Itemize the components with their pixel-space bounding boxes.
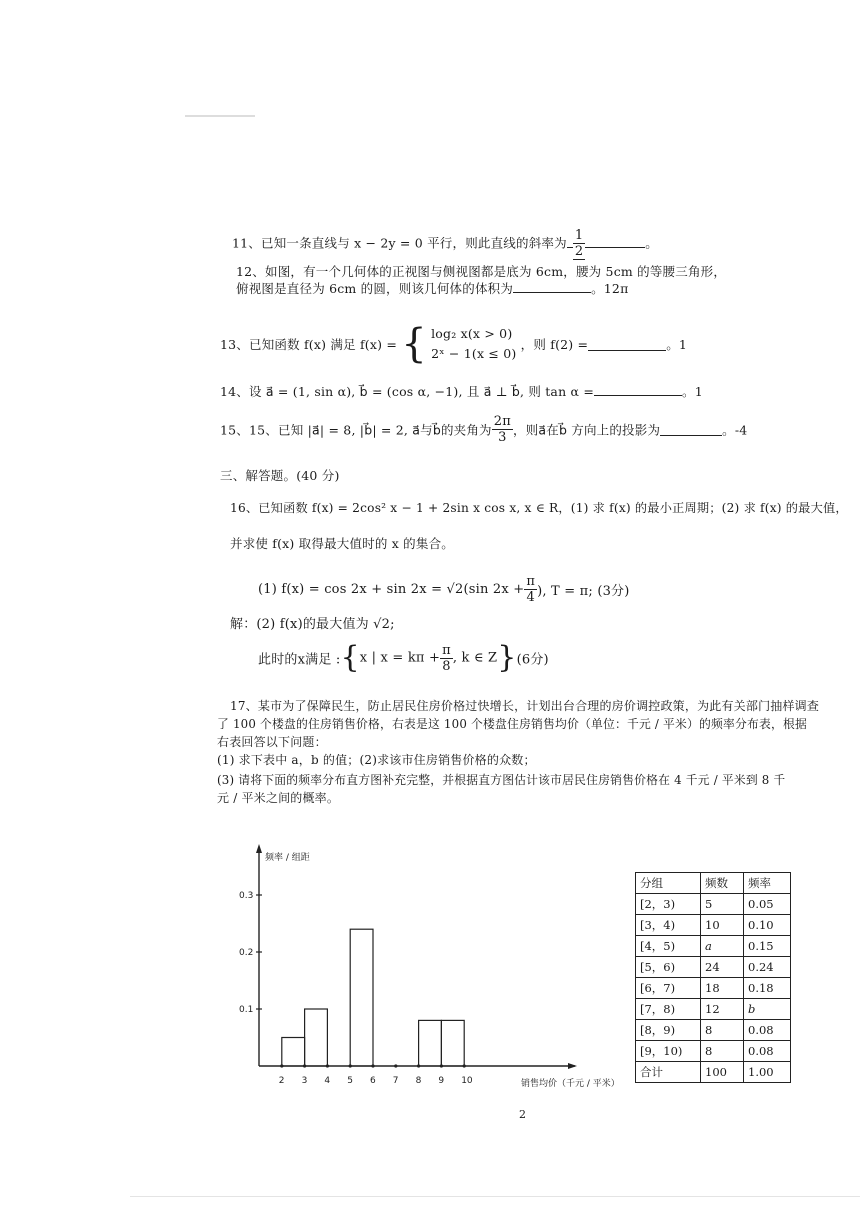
table-cell: [5，6)	[636, 957, 701, 978]
x-tick-label: 6	[370, 1076, 376, 1086]
histogram-bar	[441, 1020, 464, 1066]
question-15: 15、15、已知 |a⃗| = 8, |b⃗| = 2, a⃗与b⃗的夹角为 $\frac{2\pi}{3}$ ，则a⃗在b⃗ 方向上的投影为 。-4	[220, 414, 748, 445]
table-cell: [4，5)	[636, 936, 701, 957]
table-row	[636, 1062, 791, 1083]
table-row	[636, 957, 791, 978]
x-tick-label: 8	[415, 1076, 422, 1086]
table-header-cell: 频数	[701, 873, 744, 894]
x-tick-label: 7	[392, 1076, 399, 1086]
table-cell: 0.24	[744, 957, 791, 978]
scan-mark	[185, 115, 255, 117]
x-tick-label: 5	[347, 1076, 353, 1086]
page-bottom-edge	[130, 1196, 860, 1197]
question-14: 14、设 a⃗ = (1, sin α), b⃗ = (cos α, −1), 且 a⃗ ⊥ b⃗, 则 tan α = 。1	[220, 384, 703, 399]
section-3-heading: 三、解答题。(40 分)	[220, 468, 340, 483]
question-12-line1: 12、如图，有一个几何体的正视图与侧视图都是底为 6cm，腰为 5cm 的等腰三角形，	[236, 264, 727, 279]
q13-cases: log₂ x(x > 0) 2ˣ − 1(x ≤ 0)	[431, 326, 517, 361]
y-tick-label: 0.3	[239, 891, 254, 901]
table-cell: 0.05	[744, 894, 791, 915]
x-axis-label: 销售均价（千元 / 平米）	[521, 1079, 620, 1089]
table-cell: 0.10	[744, 915, 791, 936]
x-tick	[394, 1064, 397, 1067]
q11-answer: $\frac{1}{2}$	[574, 228, 584, 259]
table-cell: 8	[701, 1041, 744, 1062]
table-cell: [7，8)	[636, 999, 701, 1020]
table-cell: [8，9)	[636, 1020, 701, 1041]
y-axis-label: 频率 / 组距	[265, 853, 310, 863]
table-cell: 18	[701, 978, 744, 999]
y-tick-label: 0.1	[239, 1005, 254, 1015]
table-cell: [9，10)	[636, 1041, 701, 1062]
table-cell: [6，7)	[636, 978, 701, 999]
table-cell: 5	[701, 894, 744, 915]
question-17-line6: 元 / 平米之间的概率。	[217, 791, 340, 805]
table-cell: 100	[701, 1062, 744, 1083]
question-17-line5: (3) 请将下面的频率分布直方图补充完整，并根据直方图估计该市居民住房销售价格在 4 千元 / 平米到 8 千	[217, 773, 786, 787]
table-row	[636, 1041, 791, 1062]
question-13: 13、已知函数 f(x) 满足 f(x) = { log₂ x(x > 0) 2ˣ − 1(x ≤ 0) ，则 f(2) = 。1	[220, 321, 688, 367]
q16-solution-2: 解：(2) f(x)的最大值为 √2;	[230, 617, 395, 632]
table-row	[636, 1020, 791, 1041]
table-header-cell: 分组	[636, 873, 701, 894]
histogram-bar	[419, 1020, 442, 1066]
table-cell: 0.15	[744, 936, 791, 957]
question-17-line1: 17、某市为了保障民生，防止居民住房价格过快增长，计划出台合理的房价调控政策，为此有关部门抽样调查	[230, 699, 820, 713]
table-cell: 8	[701, 1020, 744, 1041]
question-17-line3: 右表回答以下问题：	[217, 735, 327, 749]
x-tick-label: 4	[324, 1076, 331, 1086]
q16-solution-1: (1) f(x) = cos 2x + sin 2x = √2(sin 2x + $\frac{\pi}{4}$ ), T = π; (3分)	[258, 574, 630, 605]
x-tick-label: 2	[278, 1076, 285, 1086]
table-cell: [2，3)	[636, 894, 701, 915]
frequency-histogram	[225, 840, 625, 1100]
page-number: 2	[519, 1108, 527, 1121]
question-16-line2: 并求使 f(x) 取得最大值时的 x 的集合。	[230, 536, 454, 551]
question-17-line2: 了 100 个楼盘的住房销售价格，右表是这 100 个楼盘住房销售均价（单位：千元 / 平米）的频率分布表，根据	[217, 717, 807, 731]
table-row	[636, 894, 791, 915]
table-cell: b	[744, 999, 791, 1020]
frequency-table-wrap	[635, 872, 791, 1083]
table-cell: 24	[701, 957, 744, 978]
y-tick-label: 0.2	[239, 948, 254, 958]
table-cell: 0.08	[744, 1020, 791, 1041]
table-cell: a	[701, 936, 744, 957]
table-cell: 合计	[636, 1062, 701, 1083]
x-tick-label: 10	[461, 1076, 473, 1086]
q13-brace: {	[401, 321, 427, 367]
table-header-row	[636, 873, 791, 894]
table-row	[636, 999, 791, 1020]
x-axis-arrow	[568, 1063, 577, 1069]
histogram-bar	[350, 929, 373, 1066]
table-row	[636, 915, 791, 936]
histogram-bar	[282, 1038, 305, 1067]
table-cell: [3，4)	[636, 915, 701, 936]
question-12-line2: 俯视图是直径为 6cm 的圆，则该几何体的体积为 。12π	[236, 281, 629, 296]
y-axis-arrow	[256, 844, 262, 853]
x-tick-label: 3	[301, 1076, 308, 1086]
frequency-table	[635, 872, 791, 1083]
table-cell: 12	[701, 999, 744, 1020]
q16-solution-3: 此时的x满足 :{x | x = kπ + $\frac{\pi}{8}$ , k ∈ Z}(6分)	[258, 640, 549, 675]
table-cell: 0.08	[744, 1041, 791, 1062]
q11-text: 11、已知一条直线与 x − 2y = 0 平行，则此直线的斜率为	[232, 235, 567, 251]
table-cell: 0.18	[744, 978, 791, 999]
table-header-cell: 频率	[744, 873, 791, 894]
table-cell: 10	[701, 915, 744, 936]
histogram-bar	[305, 1009, 328, 1066]
table-cell: 1.00	[744, 1062, 791, 1083]
question-17-line4: (1) 求下表中 a，b 的值；(2)求该市住房销售价格的众数；	[217, 753, 536, 767]
table-row	[636, 936, 791, 957]
question-16-line1: 16、已知函数 f(x) = 2cos² x − 1 + 2sin x cos x, x ∈ R，(1) 求 f(x) 的最小正周期；(2) 求 f(x) 的最大值，	[230, 501, 848, 515]
table-row	[636, 978, 791, 999]
question-11: 11、已知一条直线与 x − 2y = 0 平行，则此直线的斜率为 $\frac{1}{2}$ 。	[232, 228, 658, 259]
x-tick-label: 9	[438, 1076, 445, 1086]
